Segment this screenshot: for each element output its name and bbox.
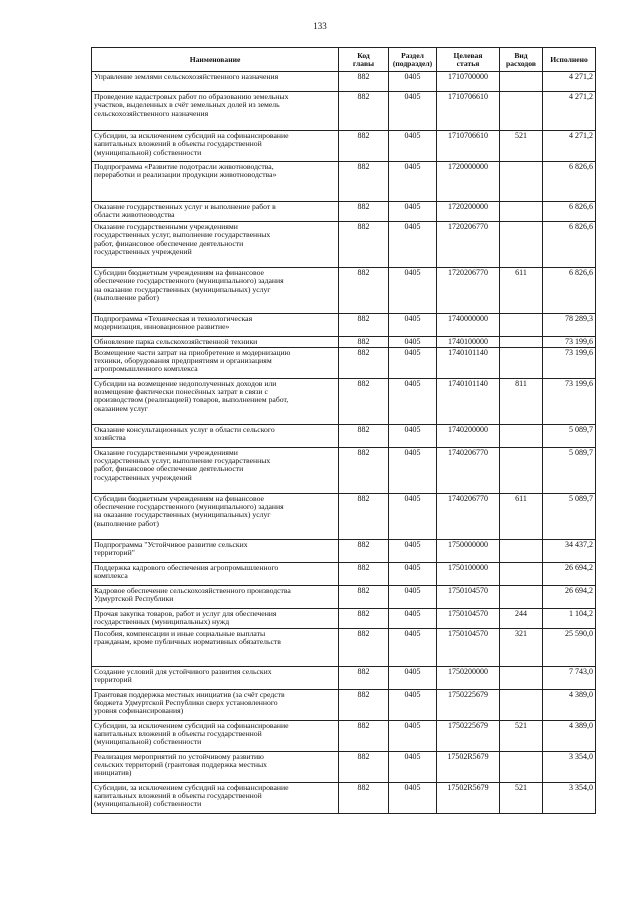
header-name: Наименование <box>92 48 339 72</box>
cell-section: 0405 <box>389 608 437 628</box>
cell-executed: 4 271,2 <box>543 72 596 92</box>
cell-kind: 521 <box>500 720 543 751</box>
cell-name-line: возмещение фактически понесённых затрат в связи с <box>94 387 268 396</box>
cell-executed: 1 104,2 <box>543 608 596 628</box>
cell-executed: 73 199,6 <box>543 378 596 424</box>
cell-name-line: Оказание государственными учреждениями <box>94 222 238 231</box>
table-row <box>92 628 596 666</box>
cell-name-line: бюджета Удмуртской Республики сверх установленного <box>94 698 278 707</box>
cell-section: 0405 <box>389 268 437 314</box>
cell-kind <box>500 202 543 222</box>
cell-name-line: государственных услуг, выполнение государственных <box>94 456 271 465</box>
cell-executed: 73 199,6 <box>543 347 596 378</box>
table-row <box>92 689 596 720</box>
table-row <box>92 222 596 268</box>
cell-name <box>92 782 339 813</box>
cell-section: 0405 <box>389 689 437 720</box>
table-row <box>92 268 596 314</box>
cell-name-line: участков, выделенных в счёт земельных долей из земель <box>94 100 280 110</box>
cell-name-line: государственных учреждений <box>94 472 192 482</box>
cell-target: 1720200000 <box>437 202 500 222</box>
cell-name-line: инициатив) <box>94 768 132 778</box>
cell-section: 0405 <box>389 72 437 92</box>
table-row <box>92 424 596 447</box>
cell-section: 0405 <box>389 782 437 813</box>
cell-section: 0405 <box>389 751 437 782</box>
cell-name-line: (выполнение работ) <box>94 293 159 303</box>
cell-name <box>92 268 339 314</box>
cell-name <box>92 222 339 268</box>
cell-executed: 4 389,0 <box>543 689 596 720</box>
header-executed: Исполнено <box>543 48 596 72</box>
table-row <box>92 92 596 131</box>
cell-executed: 3 354,0 <box>543 782 596 813</box>
cell-name-line: переработки и реализации продукции животноводства» <box>94 170 277 180</box>
cell-section: 0405 <box>389 131 437 162</box>
cell-name-line: Поддержка кадрового обеспечения агропромышленного <box>94 562 279 572</box>
cell-target: 1750104570 <box>437 628 500 666</box>
cell-name-line: хозяйства <box>94 433 126 442</box>
table-row <box>92 493 596 539</box>
cell-name-line: Оказание государственных услуг и выполнение работ в <box>94 202 276 211</box>
cell-executed: 7 743,0 <box>543 666 596 689</box>
table-row <box>92 131 596 162</box>
cell-name-line: Субсидии на возмещение недополученных доходов или <box>94 378 277 388</box>
cell-name <box>92 666 339 689</box>
cell-executed: 25 590,0 <box>543 628 596 666</box>
cell-name <box>92 585 339 608</box>
cell-executed: 34 437,2 <box>543 539 596 562</box>
cell-target: 1740206770 <box>437 447 500 493</box>
cell-name-line: Реализация мероприятий по устойчивому развитию <box>94 751 264 761</box>
cell-code: 882 <box>339 628 389 666</box>
header-kind: Вид расходов <box>500 48 543 72</box>
header-section: Раздел (подраздел) <box>389 48 437 72</box>
cell-name <box>92 424 339 447</box>
cell-target: 1750225679 <box>437 720 500 751</box>
cell-name <box>92 378 339 424</box>
cell-code: 882 <box>339 347 389 378</box>
cell-code: 882 <box>339 92 389 131</box>
cell-section: 0405 <box>389 666 437 689</box>
cell-name-line: Субсидии бюджетным учреждениям на финансовое <box>94 268 264 277</box>
cell-target: 1720000000 <box>437 162 500 202</box>
cell-section: 0405 <box>389 585 437 608</box>
cell-name-line: Проведение кадастровых работ по образованию земельных <box>94 92 289 101</box>
cell-name-line: территорий" <box>94 548 135 557</box>
cell-kind <box>500 666 543 689</box>
cell-target: 1750225679 <box>437 689 500 720</box>
cell-target: 1720206770 <box>437 222 500 268</box>
cell-section: 0405 <box>389 447 437 493</box>
table-row <box>92 585 596 608</box>
cell-name-line: Обновление парка сельскохозяйственной техники <box>94 337 258 346</box>
cell-name-line: государственных (муниципальных) нужд <box>94 617 230 626</box>
cell-name-line: Субсидии, за исключением субсидий на софинансирование <box>94 720 289 730</box>
cell-code: 882 <box>339 666 389 689</box>
cell-name <box>92 751 339 782</box>
cell-code: 882 <box>339 720 389 751</box>
cell-name <box>92 720 339 751</box>
cell-target: 1750104570 <box>437 608 500 628</box>
cell-target: 1720206770 <box>437 268 500 314</box>
cell-section: 0405 <box>389 222 437 268</box>
cell-name-line: на оказание государственных (муниципальных) услуг <box>94 284 271 294</box>
cell-kind <box>500 447 543 493</box>
cell-name-line: сельских территорий (грантовая поддержка местных <box>94 760 267 769</box>
cell-name-line: области животноводства <box>94 210 175 220</box>
cell-name-line: капитальных вложений в объекты государственной <box>94 729 262 738</box>
cell-name-line: Прочая закупка товаров, работ и услуг для обеспечения <box>94 608 277 618</box>
cell-name-line: Субсидии, за исключением субсидий на софинансирование <box>94 782 289 792</box>
cell-executed: 3 354,0 <box>543 751 596 782</box>
cell-kind: 811 <box>500 378 543 424</box>
cell-name-line: оказанием услуг <box>94 403 148 413</box>
cell-code: 882 <box>339 268 389 314</box>
cell-name-line: сельскохозяйственного назначения <box>94 108 209 118</box>
cell-name-line: (муниципальной) собственности <box>94 147 202 157</box>
cell-name-line: (выполнение работ) <box>94 518 159 528</box>
cell-section: 0405 <box>389 720 437 751</box>
cell-name-line: Подпрограмма «Развитие подотрасли животноводства, <box>94 162 274 171</box>
cell-name-line: гражданам, кроме публичных нормативных обязательств <box>94 637 281 646</box>
header-target: Целевая статья <box>437 48 500 72</box>
cell-kind <box>500 424 543 447</box>
cell-code: 882 <box>339 782 389 813</box>
cell-kind <box>500 314 543 337</box>
cell-name <box>92 562 339 585</box>
table-row <box>92 562 596 585</box>
cell-code: 882 <box>339 162 389 202</box>
cell-name-line: Пособия, компенсации и иные социальные выплаты <box>94 628 266 638</box>
cell-kind: 244 <box>500 608 543 628</box>
cell-target: 1740200000 <box>437 424 500 447</box>
cell-kind <box>500 72 543 92</box>
cell-code: 882 <box>339 447 389 493</box>
cell-section: 0405 <box>389 628 437 666</box>
cell-name-line: Создание условий для устойчивого развития сельских <box>94 666 272 676</box>
cell-name <box>92 539 339 562</box>
cell-name-line: Оказание государственными учреждениями <box>94 447 238 457</box>
table-row <box>92 666 596 689</box>
cell-name-line: Грантовая поддержка местных инициатив (за счёт средств <box>94 689 285 699</box>
cell-code: 882 <box>339 202 389 222</box>
cell-target: 1750104570 <box>437 585 500 608</box>
cell-executed: 5 089,7 <box>543 447 596 493</box>
table-row <box>92 782 596 813</box>
cell-name-line: работ, финансовое обеспечение деятельности <box>94 464 244 474</box>
cell-code: 882 <box>339 689 389 720</box>
table-row <box>92 202 596 222</box>
cell-name-line: Удмуртской Республики <box>94 594 174 603</box>
cell-target: 1740101140 <box>437 347 500 378</box>
cell-kind: 611 <box>500 493 543 539</box>
cell-code: 882 <box>339 751 389 782</box>
cell-section: 0405 <box>389 347 437 378</box>
cell-name <box>92 447 339 493</box>
cell-name-line: техники, оборудования предприятиям и организациям <box>94 356 272 365</box>
cell-executed: 6 826,6 <box>543 202 596 222</box>
table-row <box>92 608 596 628</box>
cell-name <box>92 347 339 378</box>
table-row <box>92 162 596 202</box>
cell-section: 0405 <box>389 378 437 424</box>
cell-executed: 26 694,2 <box>543 585 596 608</box>
cell-name-line: капитальных вложений в объекты государственной <box>94 791 262 800</box>
cell-name-line: Субсидии, за исключением субсидий на софинансирование <box>94 131 289 140</box>
cell-name <box>92 314 339 337</box>
table-row <box>92 314 596 337</box>
header-row <box>92 48 596 72</box>
cell-executed: 78 289,3 <box>543 314 596 337</box>
cell-name-line: на оказание государственных (муниципальных) услуг <box>94 510 271 520</box>
cell-target: 1710706610 <box>437 131 500 162</box>
cell-name <box>92 72 339 92</box>
table-row <box>92 447 596 493</box>
cell-executed: 6 826,6 <box>543 222 596 268</box>
cell-code: 882 <box>339 378 389 424</box>
cell-section: 0405 <box>389 424 437 447</box>
cell-name <box>92 628 339 666</box>
cell-name <box>92 337 339 348</box>
cell-name-line: территорий <box>94 675 132 684</box>
page-number: 133 <box>313 21 327 31</box>
cell-code: 882 <box>339 222 389 268</box>
cell-name-line: государственных учреждений <box>94 247 192 257</box>
cell-name-line: капитальных вложений в объекты государственной <box>94 139 262 149</box>
table-row <box>92 337 596 348</box>
cell-target: 1740101140 <box>437 378 500 424</box>
cell-kind <box>500 162 543 202</box>
cell-name-line: агропромышленного комплекса <box>94 364 198 374</box>
cell-code: 882 <box>339 608 389 628</box>
cell-name-line: Оказание консультационных услуг в области сельского <box>94 424 275 434</box>
cell-executed: 4 389,0 <box>543 720 596 751</box>
cell-executed: 26 694,2 <box>543 562 596 585</box>
cell-name-line: (муниципальной) собственности <box>94 799 202 809</box>
cell-executed: 5 089,7 <box>543 493 596 539</box>
cell-name <box>92 92 339 131</box>
cell-code: 882 <box>339 562 389 585</box>
cell-executed: 6 826,6 <box>543 268 596 314</box>
cell-target: 1750100000 <box>437 562 500 585</box>
cell-name-line: работ, финансовое обеспечение деятельности <box>94 238 244 248</box>
cell-code: 882 <box>339 337 389 348</box>
cell-section: 0405 <box>389 337 437 348</box>
cell-code: 882 <box>339 539 389 562</box>
table-row <box>92 347 596 378</box>
cell-code: 882 <box>339 131 389 162</box>
cell-target: 17502R5679 <box>437 751 500 782</box>
cell-kind: 521 <box>500 782 543 813</box>
cell-kind <box>500 751 543 782</box>
cell-kind: 521 <box>500 131 543 162</box>
cell-target: 17502R5679 <box>437 782 500 813</box>
cell-target: 1740100000 <box>437 337 500 348</box>
cell-name-line: государственных услуг, выполнение государственных <box>94 230 271 240</box>
cell-name-line: Кадровое обеспечение сельскохозяйственного производства <box>94 585 291 595</box>
cell-kind <box>500 539 543 562</box>
cell-target: 1710706610 <box>437 92 500 131</box>
table-row <box>92 539 596 562</box>
cell-name-line: модернизация, инновационное развитие» <box>94 322 230 332</box>
cell-executed: 4 271,2 <box>543 92 596 131</box>
cell-kind <box>500 562 543 585</box>
cell-name <box>92 608 339 628</box>
cell-executed: 5 089,7 <box>543 424 596 447</box>
cell-kind <box>500 222 543 268</box>
cell-section: 0405 <box>389 314 437 337</box>
cell-kind <box>500 689 543 720</box>
cell-kind <box>500 337 543 348</box>
cell-name-line: обеспечение государственного (муниципального) задания <box>94 276 284 286</box>
cell-code: 882 <box>339 72 389 92</box>
cell-name-line: Подпрограмма "Устойчивое развитие сельских <box>94 539 248 549</box>
cell-target: 1740000000 <box>437 314 500 337</box>
cell-kind <box>500 347 543 378</box>
cell-kind <box>500 92 543 131</box>
cell-name <box>92 131 339 162</box>
cell-name <box>92 202 339 222</box>
cell-kind <box>500 585 543 608</box>
table-row <box>92 720 596 751</box>
cell-code: 882 <box>339 314 389 337</box>
cell-name <box>92 689 339 720</box>
cell-target: 1740206770 <box>437 493 500 539</box>
table-row <box>92 72 596 92</box>
cell-code: 882 <box>339 424 389 447</box>
cell-name-line: Управление землями сельскохозяйственного назначения <box>94 72 279 81</box>
cell-section: 0405 <box>389 539 437 562</box>
table-row <box>92 378 596 424</box>
cell-kind: 611 <box>500 268 543 314</box>
cell-executed: 73 199,6 <box>543 337 596 348</box>
cell-name-line: комплекса <box>94 571 128 580</box>
cell-code: 882 <box>339 493 389 539</box>
cell-section: 0405 <box>389 202 437 222</box>
cell-name <box>92 162 339 202</box>
cell-executed: 6 826,6 <box>543 162 596 202</box>
cell-section: 0405 <box>389 562 437 585</box>
cell-name-line: Возмещение части затрат на приобретение и модернизацию <box>94 347 291 357</box>
cell-target: 1750200000 <box>437 666 500 689</box>
cell-name-line: обеспечение государственного (муниципального) задания <box>94 502 284 511</box>
cell-name-line: Субсидии бюджетным учреждениям на финансовое <box>94 493 264 503</box>
cell-name-line: Подпрограмма «Техническая и технологическая <box>94 314 253 323</box>
cell-code: 882 <box>339 585 389 608</box>
cell-executed: 4 271,2 <box>543 131 596 162</box>
cell-name <box>92 493 339 539</box>
cell-name-line: уровня софинансирования) <box>94 706 184 716</box>
cell-name-line: производством (реализацией) товаров, выполнением работ, <box>94 395 289 405</box>
cell-name-line: (муниципальной) собственности <box>94 737 202 747</box>
cell-target: 1750000000 <box>437 539 500 562</box>
table-header <box>92 48 596 72</box>
table-row <box>92 751 596 782</box>
cell-section: 0405 <box>389 162 437 202</box>
table-body <box>92 72 596 814</box>
cell-section: 0405 <box>389 92 437 131</box>
cell-kind: 321 <box>500 628 543 666</box>
budget-table <box>91 47 596 814</box>
header-code: Код главы <box>339 48 389 72</box>
cell-section: 0405 <box>389 493 437 539</box>
cell-target: 1710700000 <box>437 72 500 92</box>
